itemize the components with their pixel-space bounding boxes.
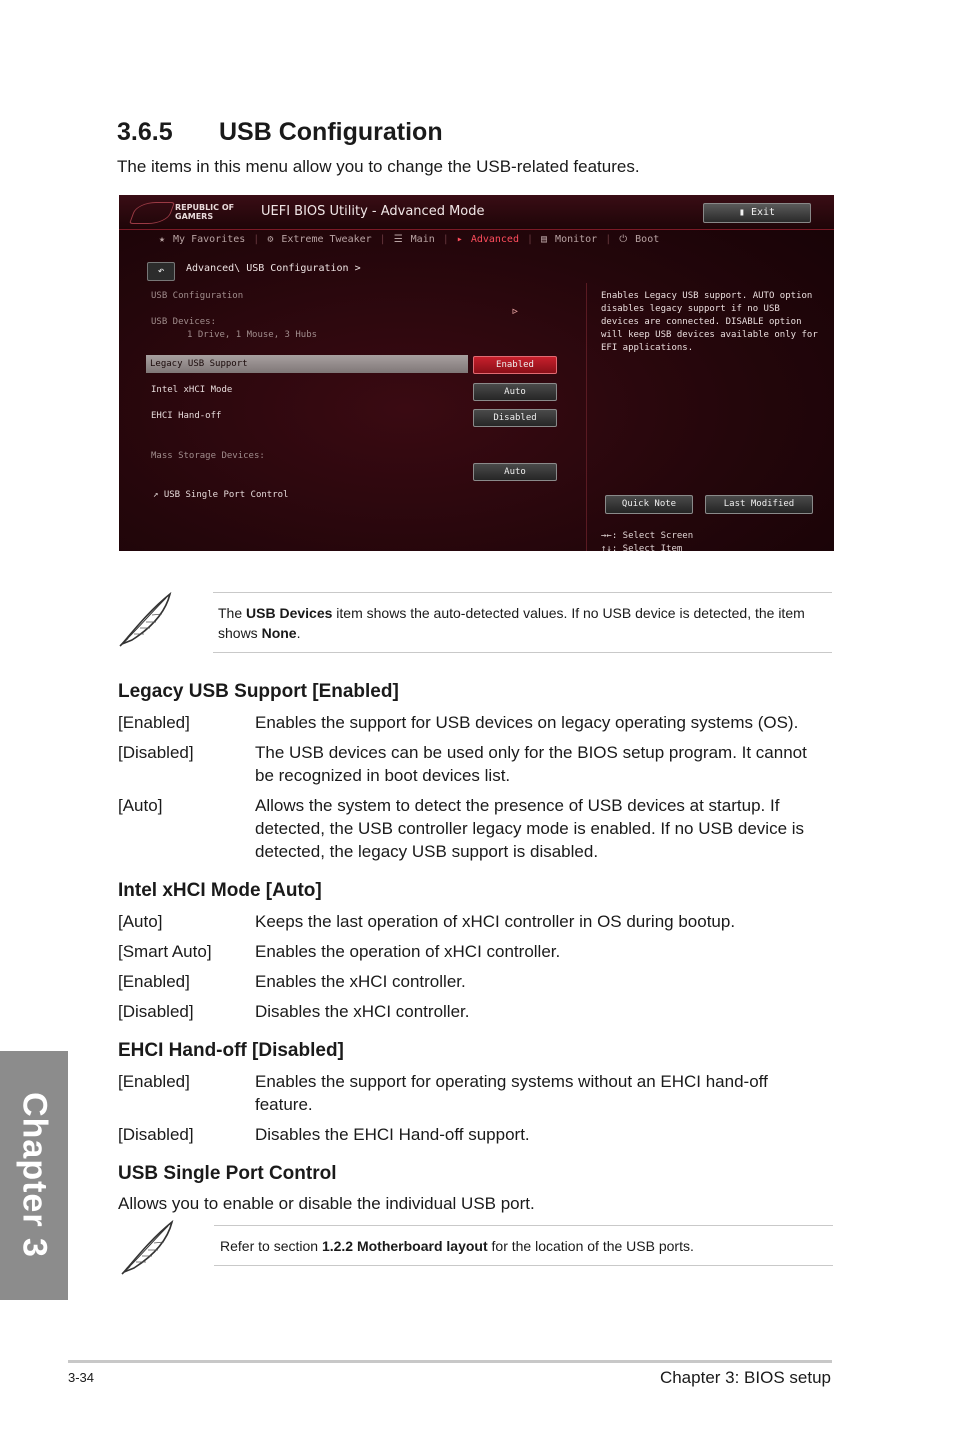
bios-panel-divider [586,283,587,551]
brand-line1: REPUBLIC OF [175,203,235,212]
footer-rule [68,1360,832,1363]
xhci-option-key: [Disabled] [118,1002,194,1021]
note1-pre: The [218,605,247,621]
exit-label: Exit [750,207,776,218]
nav-separator: | [379,234,386,245]
note1-bold-none: None [261,625,297,641]
intel-xhci-mode-value[interactable]: Auto [473,383,557,401]
tab-boot[interactable]: Boot [635,234,660,245]
legacy-option-desc: The USB devices can be used only for the BIOS setup program. It cannot be recognized in boot devices list. [255,743,807,785]
legacy-option-key: [Enabled] [118,713,190,732]
bios-key-hints [601,530,693,551]
note1-text [218,603,828,643]
favorites-icon: ★ [159,234,166,245]
tweaker-icon: ⚙ [267,234,274,245]
exit-icon: ▮ [738,207,745,218]
note1-post: . [296,625,301,641]
note-pen-icon [116,1218,176,1278]
bios-screenshot [119,195,834,551]
legacy-usb-heading: Legacy USB Support [Enabled] [118,681,399,702]
note2-bottom-rule [214,1265,833,1266]
note1-mid: item shows the auto-detected values. If no USB device is detected, the item shows [218,605,805,641]
advanced-icon: ▸ [456,234,463,245]
submenu-arrow-icon: ↗ [153,490,159,500]
note2-bold-section-ref: 1.2.2 Motherboard layout [321,1238,488,1254]
mass-storage-value[interactable]: Auto [473,463,557,481]
tab-advanced[interactable]: Advanced [470,234,519,245]
note1-bold-usb-devices: USB Devices [246,605,333,621]
ehci-option-desc: Enables the support for operating systems without an EHCI hand-off feature. [255,1072,768,1114]
tab-my-favorites[interactable]: My Favorites [173,234,246,245]
usb-single-port-control-item[interactable] [153,490,288,500]
note2-top-rule [214,1225,833,1226]
usb-devices-value: 1 Drive, 1 Mouse, 3 Hubs [187,330,318,340]
quick-note-button[interactable]: Quick Note [605,495,693,514]
tab-monitor[interactable]: Monitor [555,234,598,245]
bios-brand [175,203,234,221]
usb-configuration-label: USB Configuration [151,291,244,301]
section-title: USB Configuration [219,118,443,146]
footer-chapter: Chapter 3: BIOS setup [659,1368,831,1387]
legacy-option-desc: Enables the support for USB devices on legacy operating systems (OS). [255,713,799,732]
bios-breadcrumb: Advanced\ USB Configuration > [186,263,361,274]
section-intro: The items in this menu allow you to change the USB-related features. [117,157,640,176]
bios-top-bar [119,195,834,230]
tab-main[interactable]: Main [410,234,435,245]
legacy-option-key: [Disabled] [118,743,194,762]
section-number: 3.6.5 [117,118,173,146]
ehci-option-key: [Disabled] [118,1125,194,1144]
bios-title: UEFI BIOS Utility - Advanced Mode [261,204,485,219]
chapter-tab-label: Chapter 3 [15,1092,54,1258]
bios-nav [159,234,659,245]
ehci-option-key: [Enabled] [118,1072,190,1091]
ehci-hand-off-value[interactable]: Disabled [473,409,557,427]
xhci-option-key: [Auto] [118,912,163,931]
brand-line2: GAMERS [175,212,214,221]
back-button[interactable] [147,262,175,281]
page-number: 3-34 [68,1370,95,1385]
nav-separator: | [442,234,449,245]
intel-xhci-mode-label: Intel xHCI Mode [151,385,233,395]
ehci-heading: EHCI Hand-off [Disabled] [118,1040,344,1061]
usb-single-port-control-label: USB Single Port Control [163,490,289,500]
note-pen-icon [114,590,174,650]
legacy-usb-support-value[interactable]: Enabled [473,356,557,374]
last-modified-button[interactable]: Last Modified [705,495,813,514]
key-hint-select-item: ↑↓: Select Item [601,544,683,551]
xhci-option-desc: Keeps the last operation of xHCI controller in OS during bootup. [255,912,736,931]
key-hint-select-screen: →←: Select Screen [601,531,694,541]
mouse-cursor-icon: ▹ [511,303,520,319]
nav-separator: | [526,234,534,245]
note2-pre: Refer to section [220,1238,322,1254]
tab-extreme-tweaker[interactable]: Extreme Tweaker [281,234,372,245]
note1-top-rule [213,592,832,593]
back-arrow-icon: ↶ [157,264,165,277]
ehci-hand-off-label: EHCI Hand-off [151,411,222,421]
mass-storage-label: Mass Storage Devices: [151,451,265,461]
single-port-desc: Allows you to enable or disable the individual USB port. [118,1194,535,1213]
legacy-option-key: [Auto] [118,796,163,815]
legacy-option-desc: Allows the system to detect the presence of USB devices at startup. If detected, the USB controller legacy mode is enabled. If no USB device is detected, the legacy USB support is disabled. [255,796,805,861]
usb-devices-label: USB Devices: [151,317,217,327]
chapter-tab [0,1051,68,1300]
nav-separator: | [605,234,612,245]
monitor-icon: ▤ [541,234,548,245]
main-icon: ☰ [393,234,403,245]
xhci-option-desc: Enables the operation of xHCI controller. [255,942,561,961]
xhci-option-key: [Smart Auto] [118,942,212,961]
xhci-heading: Intel xHCI Mode [Auto] [118,880,322,901]
xhci-option-desc: Enables the xHCI controller. [255,972,466,991]
xhci-option-desc: Disables the xHCI controller. [255,1002,470,1021]
rog-logo-icon [129,202,175,224]
xhci-option-key: [Enabled] [118,972,190,991]
note2-post: for the location of the USB ports. [487,1238,694,1254]
bios-help-text: Enables Legacy USB support. AUTO option disables legacy support if no USB devices are connected. DISABLE option will keep USB devices available only for EFI applications. [601,291,818,353]
ehci-option-desc: Disables the EHCI Hand-off support. [255,1125,530,1144]
nav-separator: | [253,234,260,245]
legacy-usb-support-row[interactable]: Legacy USB Support [146,355,468,373]
boot-icon: ⏻ [619,234,628,245]
note2-text [220,1236,830,1256]
note1-bottom-rule [213,652,832,653]
single-port-heading: USB Single Port Control [118,1163,337,1184]
exit-button[interactable] [703,203,811,223]
